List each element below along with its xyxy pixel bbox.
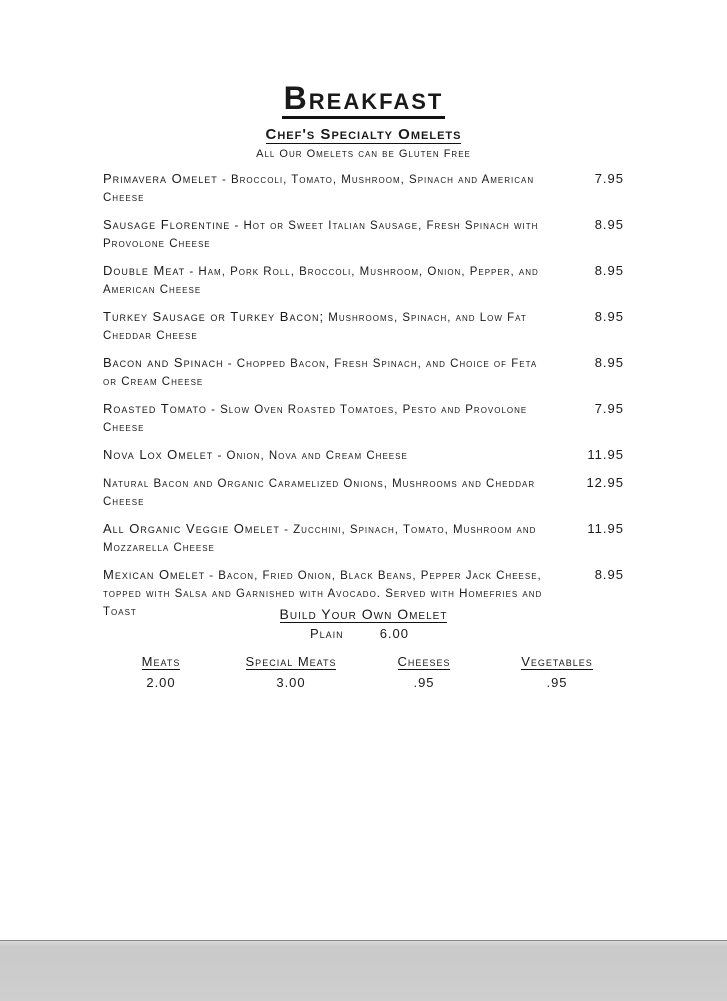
menu-item [103, 474, 628, 511]
section-heading-text: Chef's Specialty Omelets [265, 126, 462, 143]
item-price: 8.95 [594, 355, 624, 370]
addon-price: .95 [413, 675, 435, 690]
page-title [0, 80, 727, 117]
menu-item [103, 520, 628, 557]
build-your-own-heading [0, 606, 727, 622]
item-description: - Hot or Sweet Italian Sausage, Fresh Spinach with Provolone Cheese [103, 220, 539, 250]
item-name: Nova Lox Omelet [103, 447, 214, 462]
menu-item [103, 262, 628, 299]
menu-item [103, 446, 628, 465]
menu-item [103, 308, 628, 345]
section-heading [0, 126, 727, 143]
build-heading-text: Build Your Own Omelet [279, 606, 448, 622]
item-description: - Slow Oven Roasted Tomatoes, Pesto and Provolone Cheese [103, 404, 528, 434]
menu-items [103, 170, 628, 630]
addon-price: .95 [546, 675, 568, 690]
item-description: - Chopped Bacon, Fresh Spinach, and Choice of Feta or Cream Cheese [103, 358, 538, 388]
add-ons-table [0, 653, 727, 693]
addon-label: Vegetables [521, 654, 593, 669]
item-name: All Organic Veggie Omelet [103, 521, 280, 536]
item-name: Mexican Omelet [103, 567, 206, 582]
addon-price: 2.00 [146, 675, 176, 690]
addon-column-special-meats [226, 653, 356, 690]
item-price: 7.95 [594, 171, 624, 186]
item-name: Bacon and Spinach [103, 355, 224, 370]
menu-item [103, 354, 628, 391]
item-description: - Bacon, Fried Onion, Black Beans, Pepper Jack Cheese, topped with Salsa and Garnished with Avocado. Served with Homefries and Toast [103, 570, 543, 618]
item-description: Natural Bacon and Organic Caramelized Onions, Mushrooms and Cheddar Cheese [103, 478, 536, 508]
item-price: 7.95 [594, 401, 624, 416]
menu-item [103, 400, 628, 437]
menu-item [103, 170, 628, 207]
item-price: 8.95 [594, 309, 624, 324]
menu-item [103, 216, 628, 253]
item-name: Primavera Omelet [103, 171, 218, 186]
plain-price: 6.00 [379, 626, 409, 641]
addon-price: 3.00 [276, 675, 306, 690]
addon-label: Special Meats [245, 654, 337, 669]
addon-label: Meats [141, 654, 181, 669]
item-description: - Ham, Pork Roll, Broccoli, Mushroom, Onion, Pepper, and American Cheese [103, 266, 539, 296]
item-description: - Onion, Nova and Cream Cheese [213, 450, 408, 462]
plain-omelet-row [310, 626, 409, 641]
title-text: Breakfast [282, 80, 446, 119]
item-name: Roasted Tomato [103, 401, 207, 416]
scanner-background [0, 940, 727, 1001]
item-price: 11.95 [587, 447, 624, 462]
item-name: Turkey Sausage or Turkey Bacon; [103, 309, 325, 324]
item-name: Double Meat [103, 263, 186, 278]
item-price: 11.95 [587, 521, 624, 536]
item-price: 8.95 [594, 567, 624, 582]
gluten-free-note: All Our Omelets can be Gluten Free [256, 148, 471, 160]
item-price: 12.95 [586, 475, 624, 490]
addon-column-vegetables [502, 653, 612, 690]
item-description: - Zucchini, Spinach, Tomato, Mushroom and Mozzarella Cheese [103, 524, 537, 554]
item-description: - Broccoli, Tomato, Mushroom, Spinach and American Cheese [103, 174, 535, 204]
item-price: 8.95 [594, 217, 624, 232]
item-name: Sausage Florentine [103, 217, 231, 232]
item-description: Mushrooms, Spinach, and Low Fat Cheddar Cheese [103, 312, 527, 342]
addon-column-meats [128, 653, 194, 690]
addon-label: Cheeses [397, 654, 451, 669]
item-price: 8.95 [594, 263, 624, 278]
plain-label: Plain [310, 626, 344, 641]
addon-column-cheeses [384, 653, 464, 690]
